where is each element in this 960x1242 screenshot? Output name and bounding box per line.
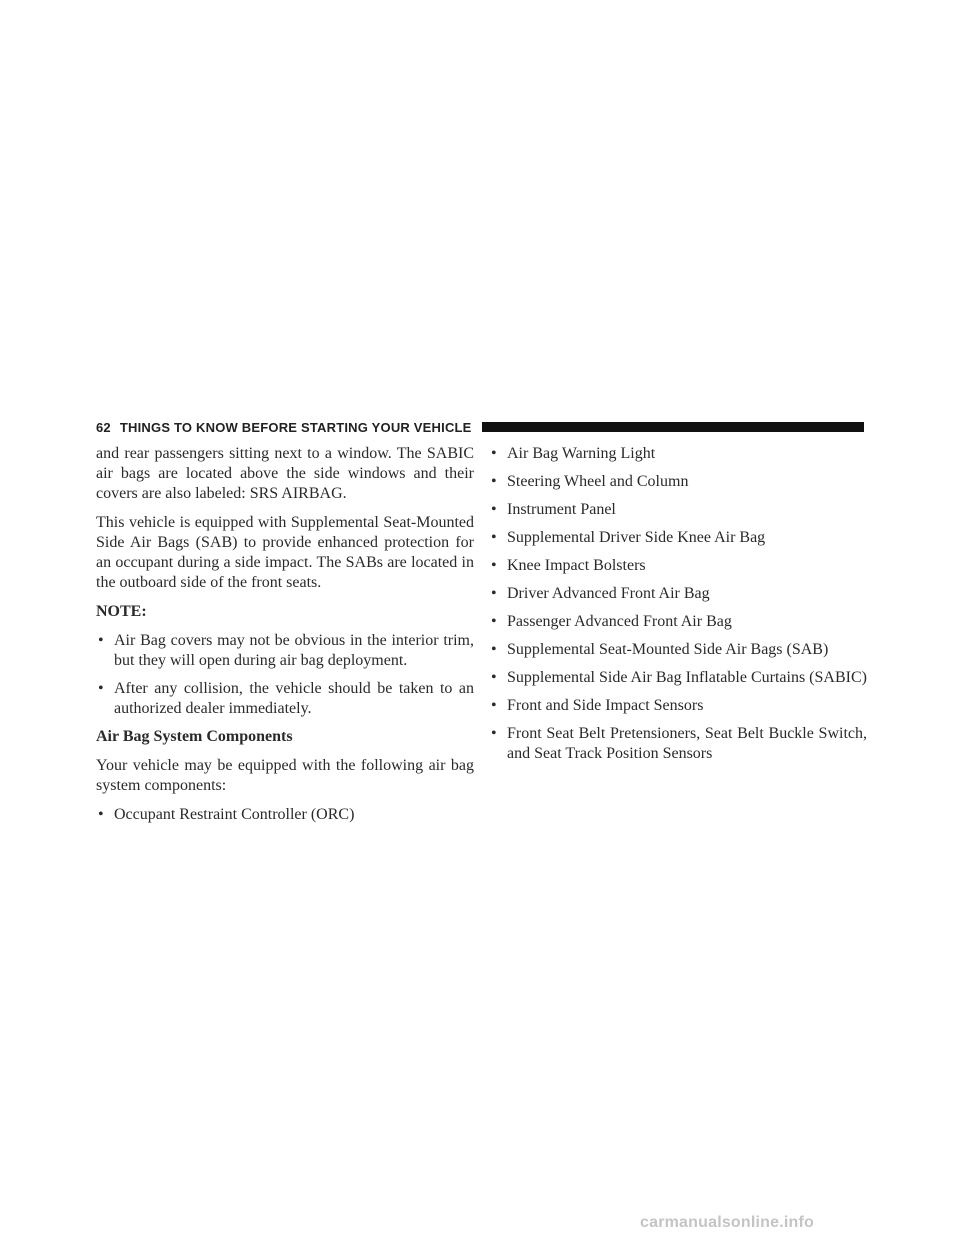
note-list <box>96 631 474 719</box>
bullet: • <box>491 501 497 518</box>
list-item <box>96 679 474 719</box>
bullet: • <box>491 641 497 658</box>
bullet: • <box>98 632 104 649</box>
list-item-text: After any collision, the vehicle should be taken to an authorized dealer immediately. <box>114 680 474 717</box>
components-list <box>489 444 867 764</box>
bullet: • <box>491 529 497 546</box>
list-item-text: Front and Side Impact Sensors <box>507 697 704 714</box>
list-item <box>489 640 867 660</box>
list-item-text: Knee Impact Bolsters <box>507 557 646 574</box>
left-column <box>96 444 474 833</box>
note-label: NOTE: <box>96 603 147 620</box>
list-item-text: Occupant Restraint Controller (ORC) <box>114 806 355 823</box>
bullet: • <box>491 697 497 714</box>
list-item <box>489 472 867 492</box>
list-item <box>489 724 867 764</box>
list-item-text: Driver Advanced Front Air Bag <box>507 585 710 602</box>
list-item-text: Air Bag Warning Light <box>507 445 656 462</box>
bullet: • <box>491 585 497 602</box>
paragraph: Your vehicle may be equipped with the following air bag system components: <box>96 757 474 794</box>
list-item-text: Supplemental Driver Side Knee Air Bag <box>507 529 766 546</box>
list-item-text: Front Seat Belt Pretensioners, Seat Belt Buckle Switch, and Seat Track Position Sensors <box>507 725 867 762</box>
page-number: 62 <box>96 419 111 435</box>
bullet: • <box>491 669 497 686</box>
list-item <box>489 444 867 464</box>
list-item <box>96 805 474 825</box>
bullet: • <box>98 806 104 823</box>
list-item <box>489 500 867 520</box>
subheading: Air Bag System Components <box>96 728 293 745</box>
right-column <box>489 444 867 772</box>
page-header <box>96 418 864 436</box>
list-item-text: Instrument Panel <box>507 501 616 518</box>
list-item <box>489 612 867 632</box>
list-item-text: Passenger Advanced Front Air Bag <box>507 613 732 630</box>
bullet: • <box>491 473 497 490</box>
list-item <box>489 556 867 576</box>
list-item <box>489 528 867 548</box>
list-item <box>489 584 867 604</box>
paragraph: This vehicle is equipped with Supplemental Seat-Mounted Side Air Bags (SAB) to provide enhanced protection for an occupant during a side impact. The SABs are located in the outboard side of the front seats. <box>96 514 474 591</box>
list-item <box>489 696 867 716</box>
paragraph: and rear passengers sitting next to a window. The SABIC air bags are located above the side windows and their covers are also labeled: SRS AIRBAG. <box>96 445 474 502</box>
section-title: THINGS TO KNOW BEFORE STARTING YOUR VEHICLE <box>119 419 472 435</box>
bullet: • <box>491 557 497 574</box>
bullet: • <box>491 613 497 630</box>
list-item-text: Supplemental Seat-Mounted Side Air Bags (SAB) <box>507 641 829 658</box>
list-item <box>96 631 474 671</box>
list-item-text: Steering Wheel and Column <box>507 473 689 490</box>
list-item-text: Supplemental Side Air Bag Inflatable Curtains (SABIC) <box>507 669 867 686</box>
bullet: • <box>98 680 104 697</box>
list-item <box>489 668 867 688</box>
watermark: carmanualsonline.info <box>640 1214 815 1231</box>
list-item-text: Air Bag covers may not be obvious in the interior trim, but they will open during air bag deployment. <box>114 632 474 669</box>
header-rule <box>482 422 864 432</box>
bullet: • <box>491 445 497 462</box>
components-list-start <box>96 805 474 825</box>
bullet: • <box>491 725 497 742</box>
